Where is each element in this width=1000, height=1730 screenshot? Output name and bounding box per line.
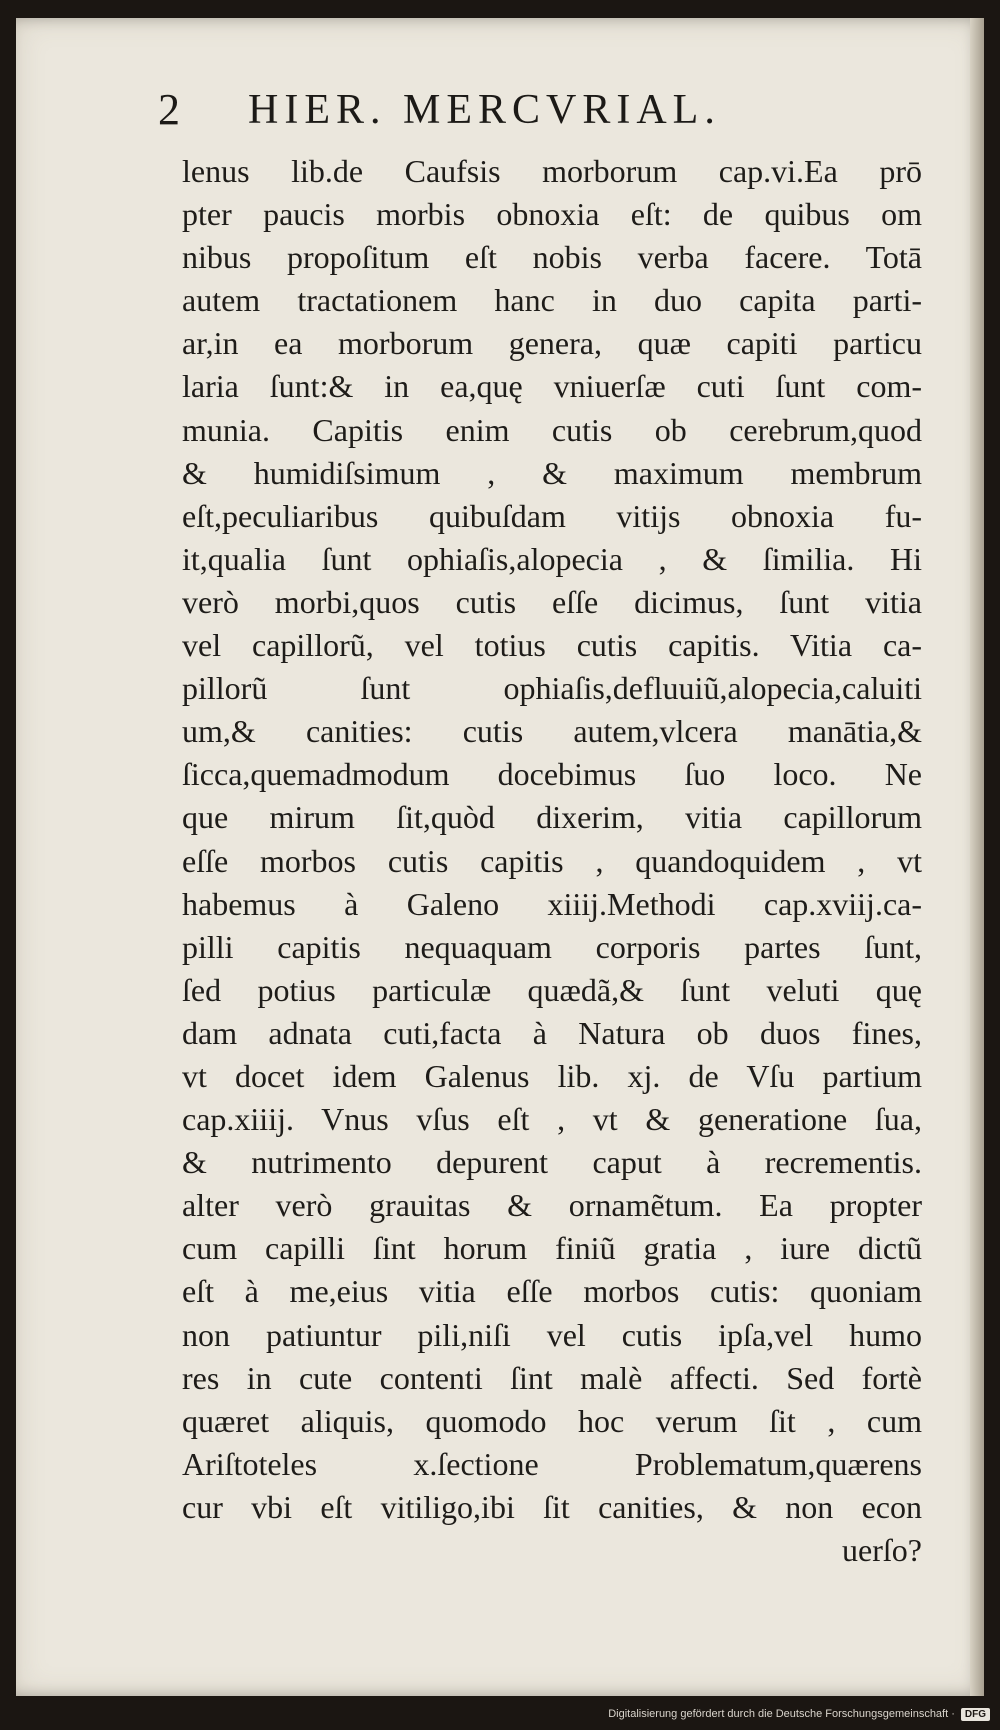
text-line: lenus lib.de Caufsis morborum cap.vi.Ea prō (182, 153, 922, 189)
text-line: quæret aliquis, quomodo hoc verum ſit , cum (182, 1402, 922, 1439)
text-line: que mirum ſit,quòd dixerim, vitia capillorum (182, 799, 922, 836)
text-line: Ariſtoteles x.ſectione Problematum,quærens (182, 1445, 922, 1482)
text-line: vt docet idem Galenus lib. xj. de Vſu partium (182, 1057, 922, 1094)
running-title: HIER. MERCVRIAL. (248, 87, 721, 133)
text-line: uerſo? (842, 1532, 922, 1568)
text-line: dam adnata cuti,facta à Natura ob duos fines, (182, 1014, 922, 1051)
text-line: non patiuntur pili,niſi vel cutis ipſa,vel humo (182, 1316, 922, 1353)
text-line: munia. Capitis enim cutis ob cerebrum,quod (182, 411, 922, 448)
text-line: pter paucis morbis obnoxia eſt: de quibus om (182, 196, 922, 233)
text-line: & humidiſsimum , & maximum membrum (182, 454, 922, 491)
text-line: cur vbi eſt vitiligo,ibi ſit canities, & non econ (182, 1488, 922, 1525)
text-line: alter verò grauitas & ornamẽtum. Ea propter (182, 1187, 922, 1224)
text-line: it,qualia ſunt ophiaſis,alopecia , & ſimilia. Hi (182, 540, 922, 577)
text-line: cap.xiiij. Vnus vſus eſt , vt & generatione ſua, (182, 1101, 922, 1138)
text-line: ſed potius particulæ quædã,& ſunt veluti quę (182, 971, 922, 1008)
page-number: 2 (158, 85, 180, 134)
text-line: & nutrimento depurent caput à recrementis. (182, 1144, 922, 1181)
text-line: verò morbi,quos cutis eſſe dicimus, ſunt vitia (182, 583, 922, 620)
text-line: cum capilli ſint horum finiũ gratia , iure dictũ (182, 1230, 922, 1267)
body-text (182, 150, 922, 1572)
text-line: nibus propoſitum eſt nobis verba facere. Totā (182, 239, 922, 276)
text-line: um,& canities: cutis autem,vlcera manātia,& (182, 713, 922, 750)
footer-credit: Digitalisierung gefördert durch die Deutsche Forschungsgemeinschaft · (608, 1708, 955, 1720)
digitization-footer (608, 1704, 990, 1724)
text-line: vel capillorũ, vel totius cutis capitis. Vitia ca- (182, 627, 922, 664)
text-line: ſicca,quemadmodum docebimus ſuo loco. Ne (182, 756, 922, 793)
text-line: res in cute contenti ſint malè affecti. Sed fortè (182, 1359, 922, 1396)
text-line: habemus à Galeno xiiij.Methodi cap.xviij.ca- (182, 885, 922, 922)
text-line: autem tractationem hanc in duo capita parti- (182, 282, 922, 319)
dfg-logo: DFG (961, 1708, 990, 1721)
text-line: eſt,peculiaribus quibuſdam vitijs obnoxia fu- (182, 497, 922, 534)
book-page (16, 18, 984, 1696)
text-line: laria ſunt:& in ea,quę vniuerſæ cuti ſunt com- (182, 368, 922, 405)
text-line: pilli capitis nequaquam corporis partes ſunt, (182, 928, 922, 965)
text-line: eſſe morbos cutis capitis , quandoquidem , vt (182, 842, 922, 879)
text-line: ar,in ea morborum genera, quæ capiti particu (182, 325, 922, 362)
text-line: eſt à me,eius vitia eſſe morbos cutis: quoniam (182, 1273, 922, 1310)
page-edge (970, 18, 984, 1696)
text-line: pillorũ ſunt ophiaſis,defluuiũ,alopecia,caluiti (182, 670, 922, 707)
running-head (158, 80, 838, 140)
